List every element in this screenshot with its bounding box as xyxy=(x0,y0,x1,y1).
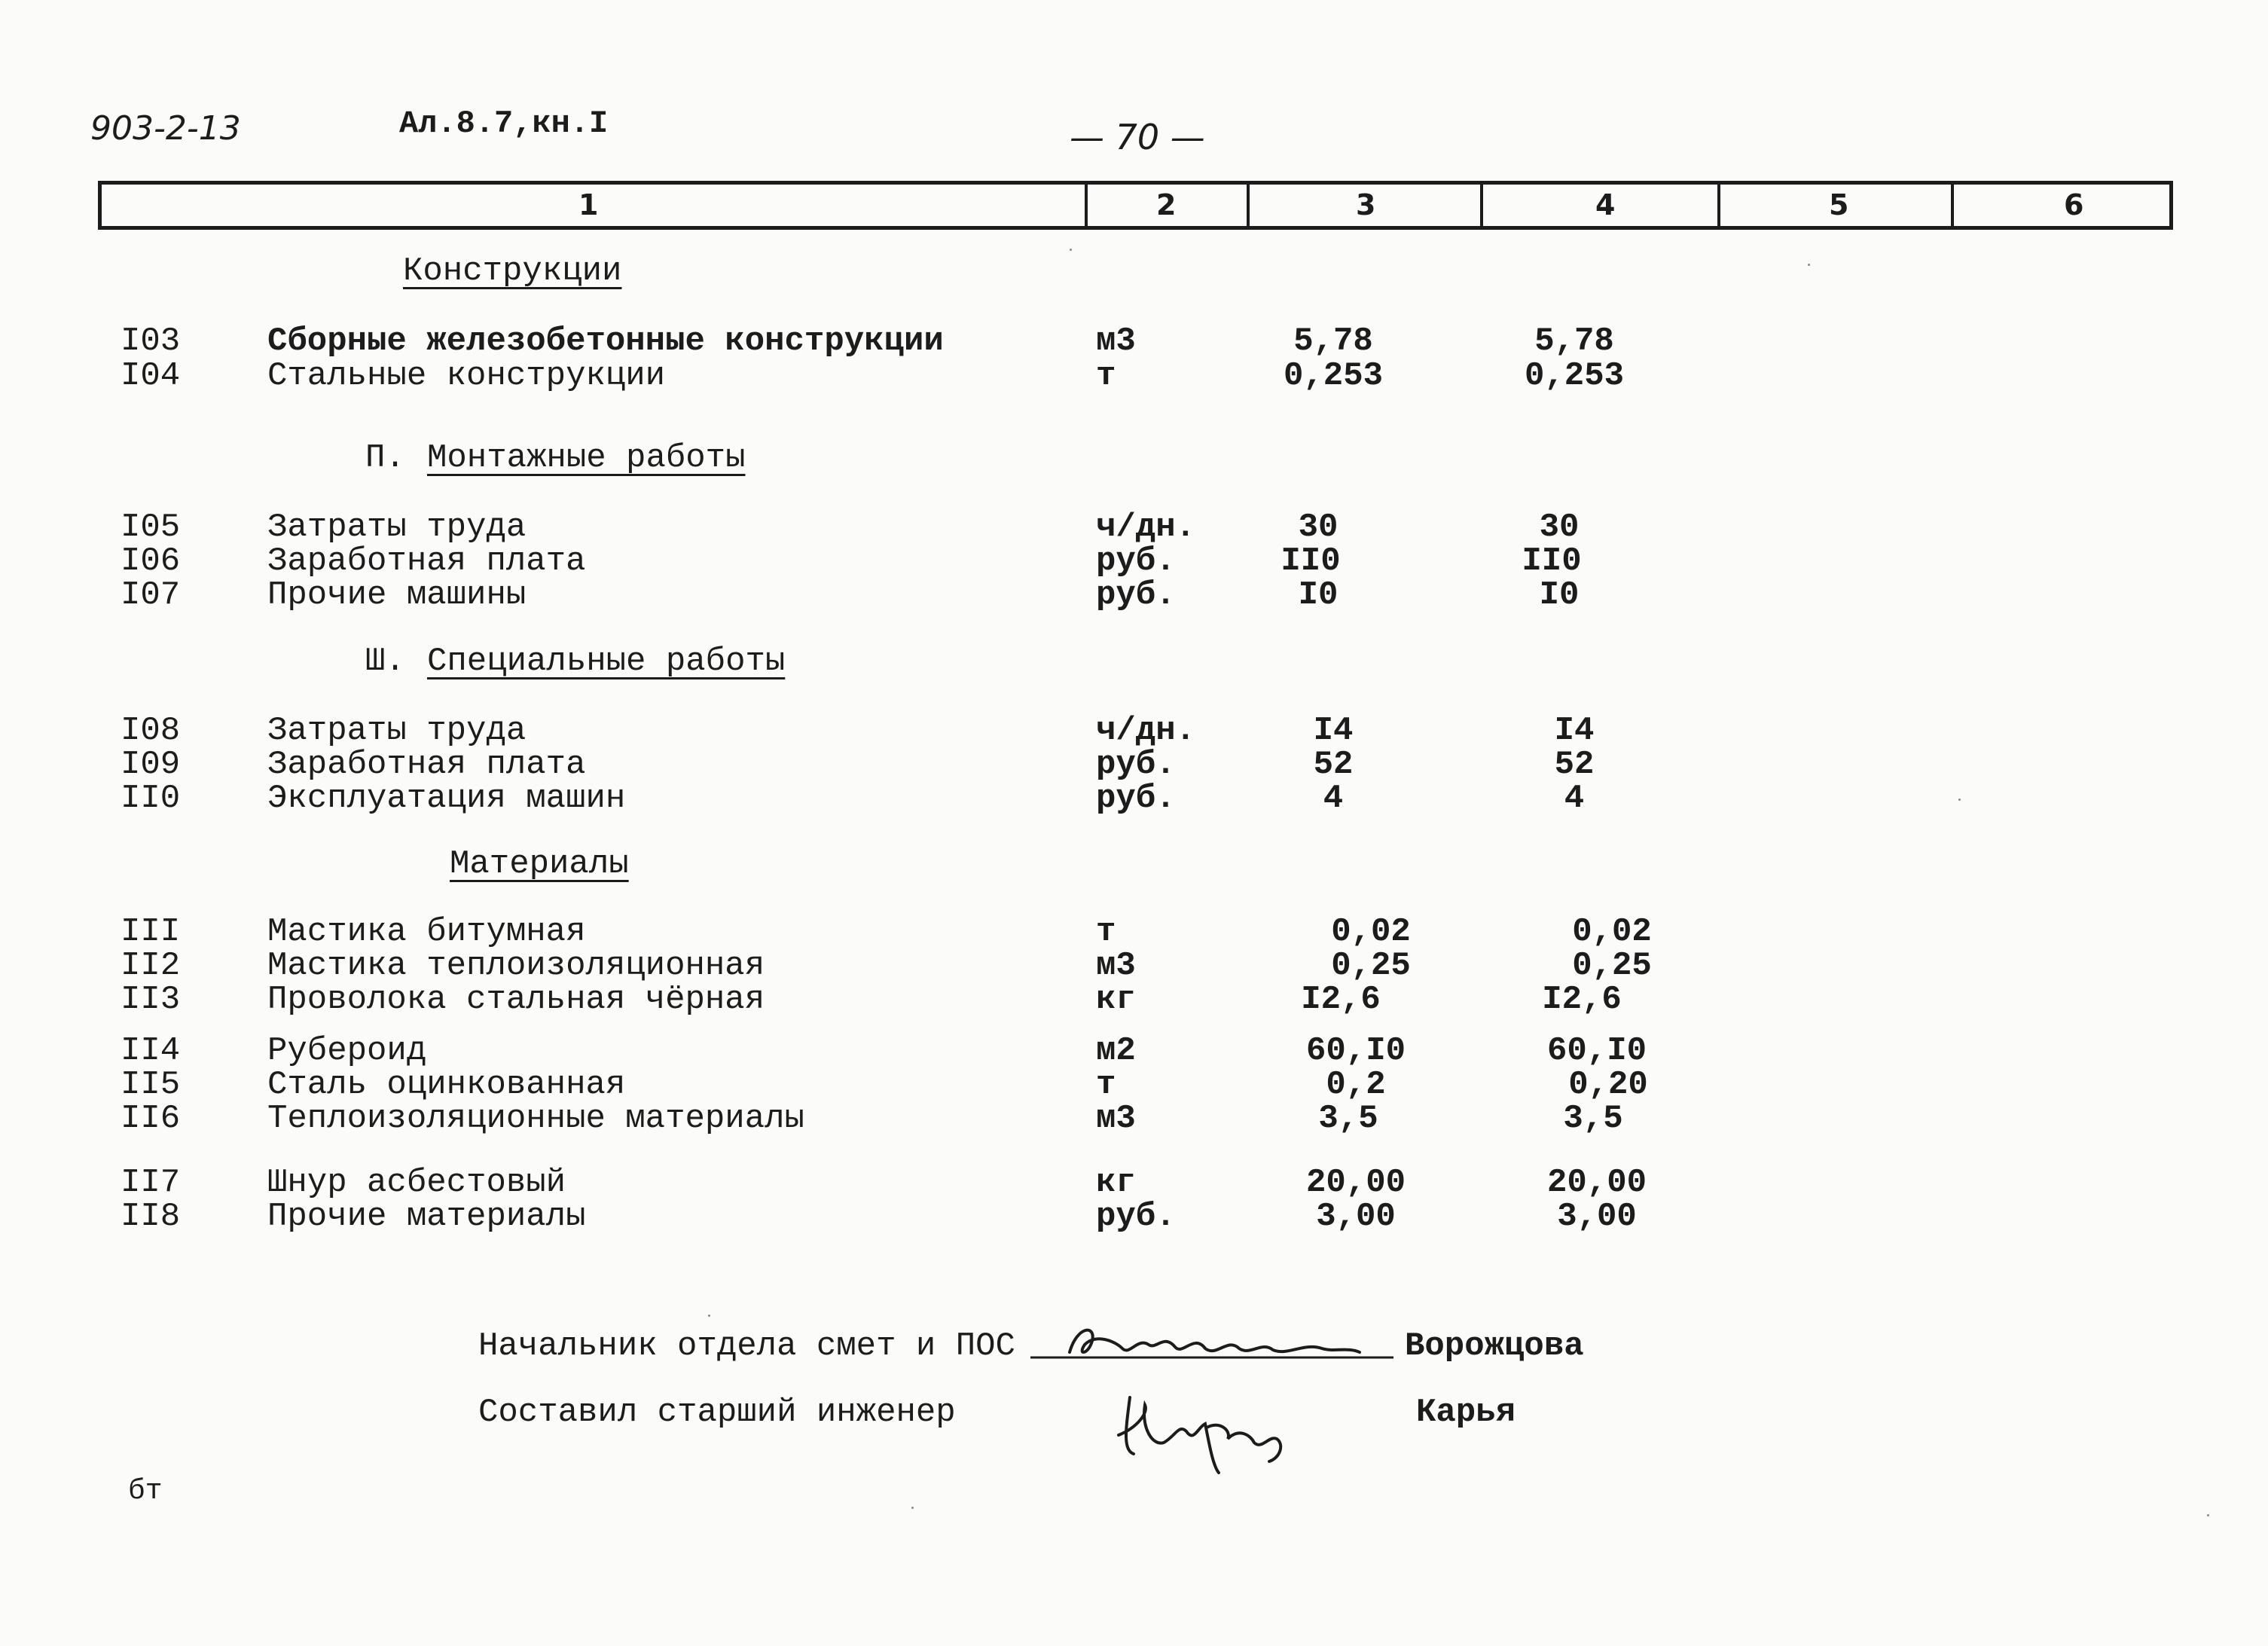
row-number: I07 xyxy=(121,576,181,614)
row-value-col3: I4 xyxy=(1313,712,1354,750)
row-number: I03 xyxy=(121,322,181,360)
row-value-col3: 0,2 xyxy=(1326,1066,1386,1104)
row-value-col4: I0 xyxy=(1539,576,1580,614)
column-divider xyxy=(1717,181,1720,230)
column-header-bar xyxy=(98,181,2173,230)
scan-speck xyxy=(1070,249,1072,251)
row-value-col4: 3,5 xyxy=(1563,1100,1623,1138)
column-divider xyxy=(1480,181,1483,230)
row-value-col3: 52 xyxy=(1313,746,1354,783)
album-reference: Ал.8.7,кн.I xyxy=(399,105,609,142)
row-name: Шнур асбестовый xyxy=(267,1164,566,1202)
scan-speck xyxy=(911,1507,914,1509)
row-name: Прочие машины xyxy=(267,576,527,614)
table-row xyxy=(0,1100,2268,1138)
column-number-5: 5 xyxy=(1829,188,1849,221)
row-value-col4: 20,00 xyxy=(1546,1164,1647,1202)
row-number: I06 xyxy=(121,542,181,580)
row-value-col4: 0,25 xyxy=(1572,947,1652,985)
row-value-col4: 0,253 xyxy=(1524,357,1625,395)
row-value-col4: 5,78 xyxy=(1534,322,1614,360)
row-number: II5 xyxy=(121,1066,181,1104)
row-name: Стальные конструкции xyxy=(267,357,666,395)
row-value-col4: 30 xyxy=(1539,508,1580,546)
row-value-col4: 52 xyxy=(1554,746,1595,783)
row-unit: кг xyxy=(1096,981,1136,1018)
row-name: Сборные железобетонные конструкции xyxy=(267,322,944,360)
table-row xyxy=(0,780,2268,817)
row-number: II0 xyxy=(121,780,181,817)
row-name: Мастика битумная xyxy=(267,913,586,951)
row-name: Эксплуатация машин xyxy=(267,780,626,817)
scan-speck xyxy=(1958,799,1961,801)
row-value-col4: 60,I0 xyxy=(1546,1032,1647,1070)
row-number: II2 xyxy=(121,947,181,985)
section-title-installation: Монтажные работы xyxy=(427,439,746,477)
row-value-col4: 4 xyxy=(1564,780,1585,817)
row-value-col3: 5,78 xyxy=(1293,322,1373,360)
row-value-col3: 0,253 xyxy=(1283,357,1384,395)
row-number: II8 xyxy=(121,1198,181,1235)
row-value-col3: 20,00 xyxy=(1305,1164,1406,1202)
row-name: Заработная плата xyxy=(267,746,586,783)
row-unit: ч/дн. xyxy=(1096,508,1196,546)
row-unit: кг xyxy=(1096,1164,1136,1202)
footer-mark: бт xyxy=(128,1475,163,1507)
scan-speck xyxy=(2207,1514,2209,1516)
table-row xyxy=(0,1032,2268,1070)
chief-signature xyxy=(1024,1311,1401,1371)
table-row xyxy=(0,508,2268,546)
row-number: I09 xyxy=(121,746,181,783)
row-value-col4: 3,00 xyxy=(1557,1198,1637,1235)
row-name: Мастика теплоизоляционная xyxy=(267,947,765,985)
row-name: Заработная плата xyxy=(267,542,586,580)
author-signature xyxy=(1107,1382,1303,1480)
row-unit: т xyxy=(1096,1066,1116,1104)
page-number: — 70 — xyxy=(1070,117,1205,157)
row-value-col3: 30 xyxy=(1298,508,1339,546)
row-value-col3: I0 xyxy=(1298,576,1339,614)
column-divider xyxy=(1951,181,1954,230)
column-number-6: 6 xyxy=(2064,188,2084,221)
row-number: III xyxy=(121,913,181,951)
table-row xyxy=(0,576,2268,614)
row-value-col4: II0 xyxy=(1522,542,1582,580)
row-value-col3: I2,6 xyxy=(1301,981,1381,1018)
column-number-4: 4 xyxy=(1595,188,1616,221)
row-name: Затраты труда xyxy=(267,712,527,750)
table-row xyxy=(0,1066,2268,1104)
scan-speck xyxy=(708,1315,710,1317)
row-unit: руб. xyxy=(1096,780,1176,817)
row-number: I05 xyxy=(121,508,181,546)
author-name: Карья xyxy=(1416,1394,1516,1431)
table-row xyxy=(0,981,2268,1018)
table-row xyxy=(0,746,2268,783)
chief-title: Начальник отдела смет и ПОС xyxy=(478,1327,1015,1365)
row-name: Рубероид xyxy=(267,1032,427,1070)
row-value-col3: II0 xyxy=(1281,542,1341,580)
row-value-col4: 0,20 xyxy=(1568,1066,1648,1104)
row-value-col3: 0,25 xyxy=(1331,947,1411,985)
row-unit: руб. xyxy=(1096,746,1176,783)
scan-speck xyxy=(1808,264,1810,266)
author-title: Составил старший инженер xyxy=(478,1394,956,1431)
row-name: Прочие материалы xyxy=(267,1198,586,1235)
row-number: II4 xyxy=(121,1032,181,1070)
row-number: I08 xyxy=(121,712,181,750)
row-value-col3: 3,00 xyxy=(1316,1198,1396,1235)
row-number: II7 xyxy=(121,1164,181,1202)
column-divider xyxy=(1085,181,1088,230)
row-unit: м3 xyxy=(1096,947,1136,985)
document-code: 903-2-13 xyxy=(90,109,241,148)
row-number: II6 xyxy=(121,1100,181,1138)
row-unit: т xyxy=(1096,913,1116,951)
row-unit: руб. xyxy=(1096,542,1176,580)
section-number-ii: П. xyxy=(365,439,405,477)
chief-name: Ворожцова xyxy=(1405,1327,1584,1365)
section-title-special: Специальные работы xyxy=(427,643,786,680)
table-row xyxy=(0,357,2268,395)
row-value-col4: I2,6 xyxy=(1542,981,1622,1018)
row-unit: м3 xyxy=(1096,322,1136,360)
column-number-1: 1 xyxy=(578,188,599,221)
row-unit: руб. xyxy=(1096,1198,1176,1235)
row-value-col3: 3,5 xyxy=(1318,1100,1378,1138)
column-number-3: 3 xyxy=(1356,188,1376,221)
section-title-constructions: Конструкции xyxy=(403,252,622,290)
table-row xyxy=(0,913,2268,951)
column-number-2: 2 xyxy=(1156,188,1177,221)
table-row xyxy=(0,322,2268,360)
row-value-col4: 0,02 xyxy=(1572,913,1652,951)
row-unit: м2 xyxy=(1096,1032,1136,1070)
row-value-col3: 4 xyxy=(1323,780,1344,817)
section-title-materials: Материалы xyxy=(450,845,629,883)
table-row xyxy=(0,947,2268,985)
row-value-col4: I4 xyxy=(1554,712,1595,750)
table-row xyxy=(0,542,2268,580)
row-unit: т xyxy=(1096,357,1116,395)
column-divider xyxy=(1247,181,1250,230)
row-unit: ч/дн. xyxy=(1096,712,1196,750)
row-unit: руб. xyxy=(1096,576,1176,614)
row-name: Проволока стальная чёрная xyxy=(267,981,765,1018)
row-name: Затраты труда xyxy=(267,508,527,546)
row-number: II3 xyxy=(121,981,181,1018)
row-unit: м3 xyxy=(1096,1100,1136,1138)
row-value-col3: 60,I0 xyxy=(1305,1032,1406,1070)
section-number-iii: Ш. xyxy=(365,643,405,680)
row-name: Теплоизоляционные материалы xyxy=(267,1100,804,1138)
row-number: I04 xyxy=(121,357,181,395)
row-name: Сталь оцинкованная xyxy=(267,1066,626,1104)
row-value-col3: 0,02 xyxy=(1331,913,1411,951)
table-row xyxy=(0,1164,2268,1202)
table-row xyxy=(0,1198,2268,1235)
table-row xyxy=(0,712,2268,750)
